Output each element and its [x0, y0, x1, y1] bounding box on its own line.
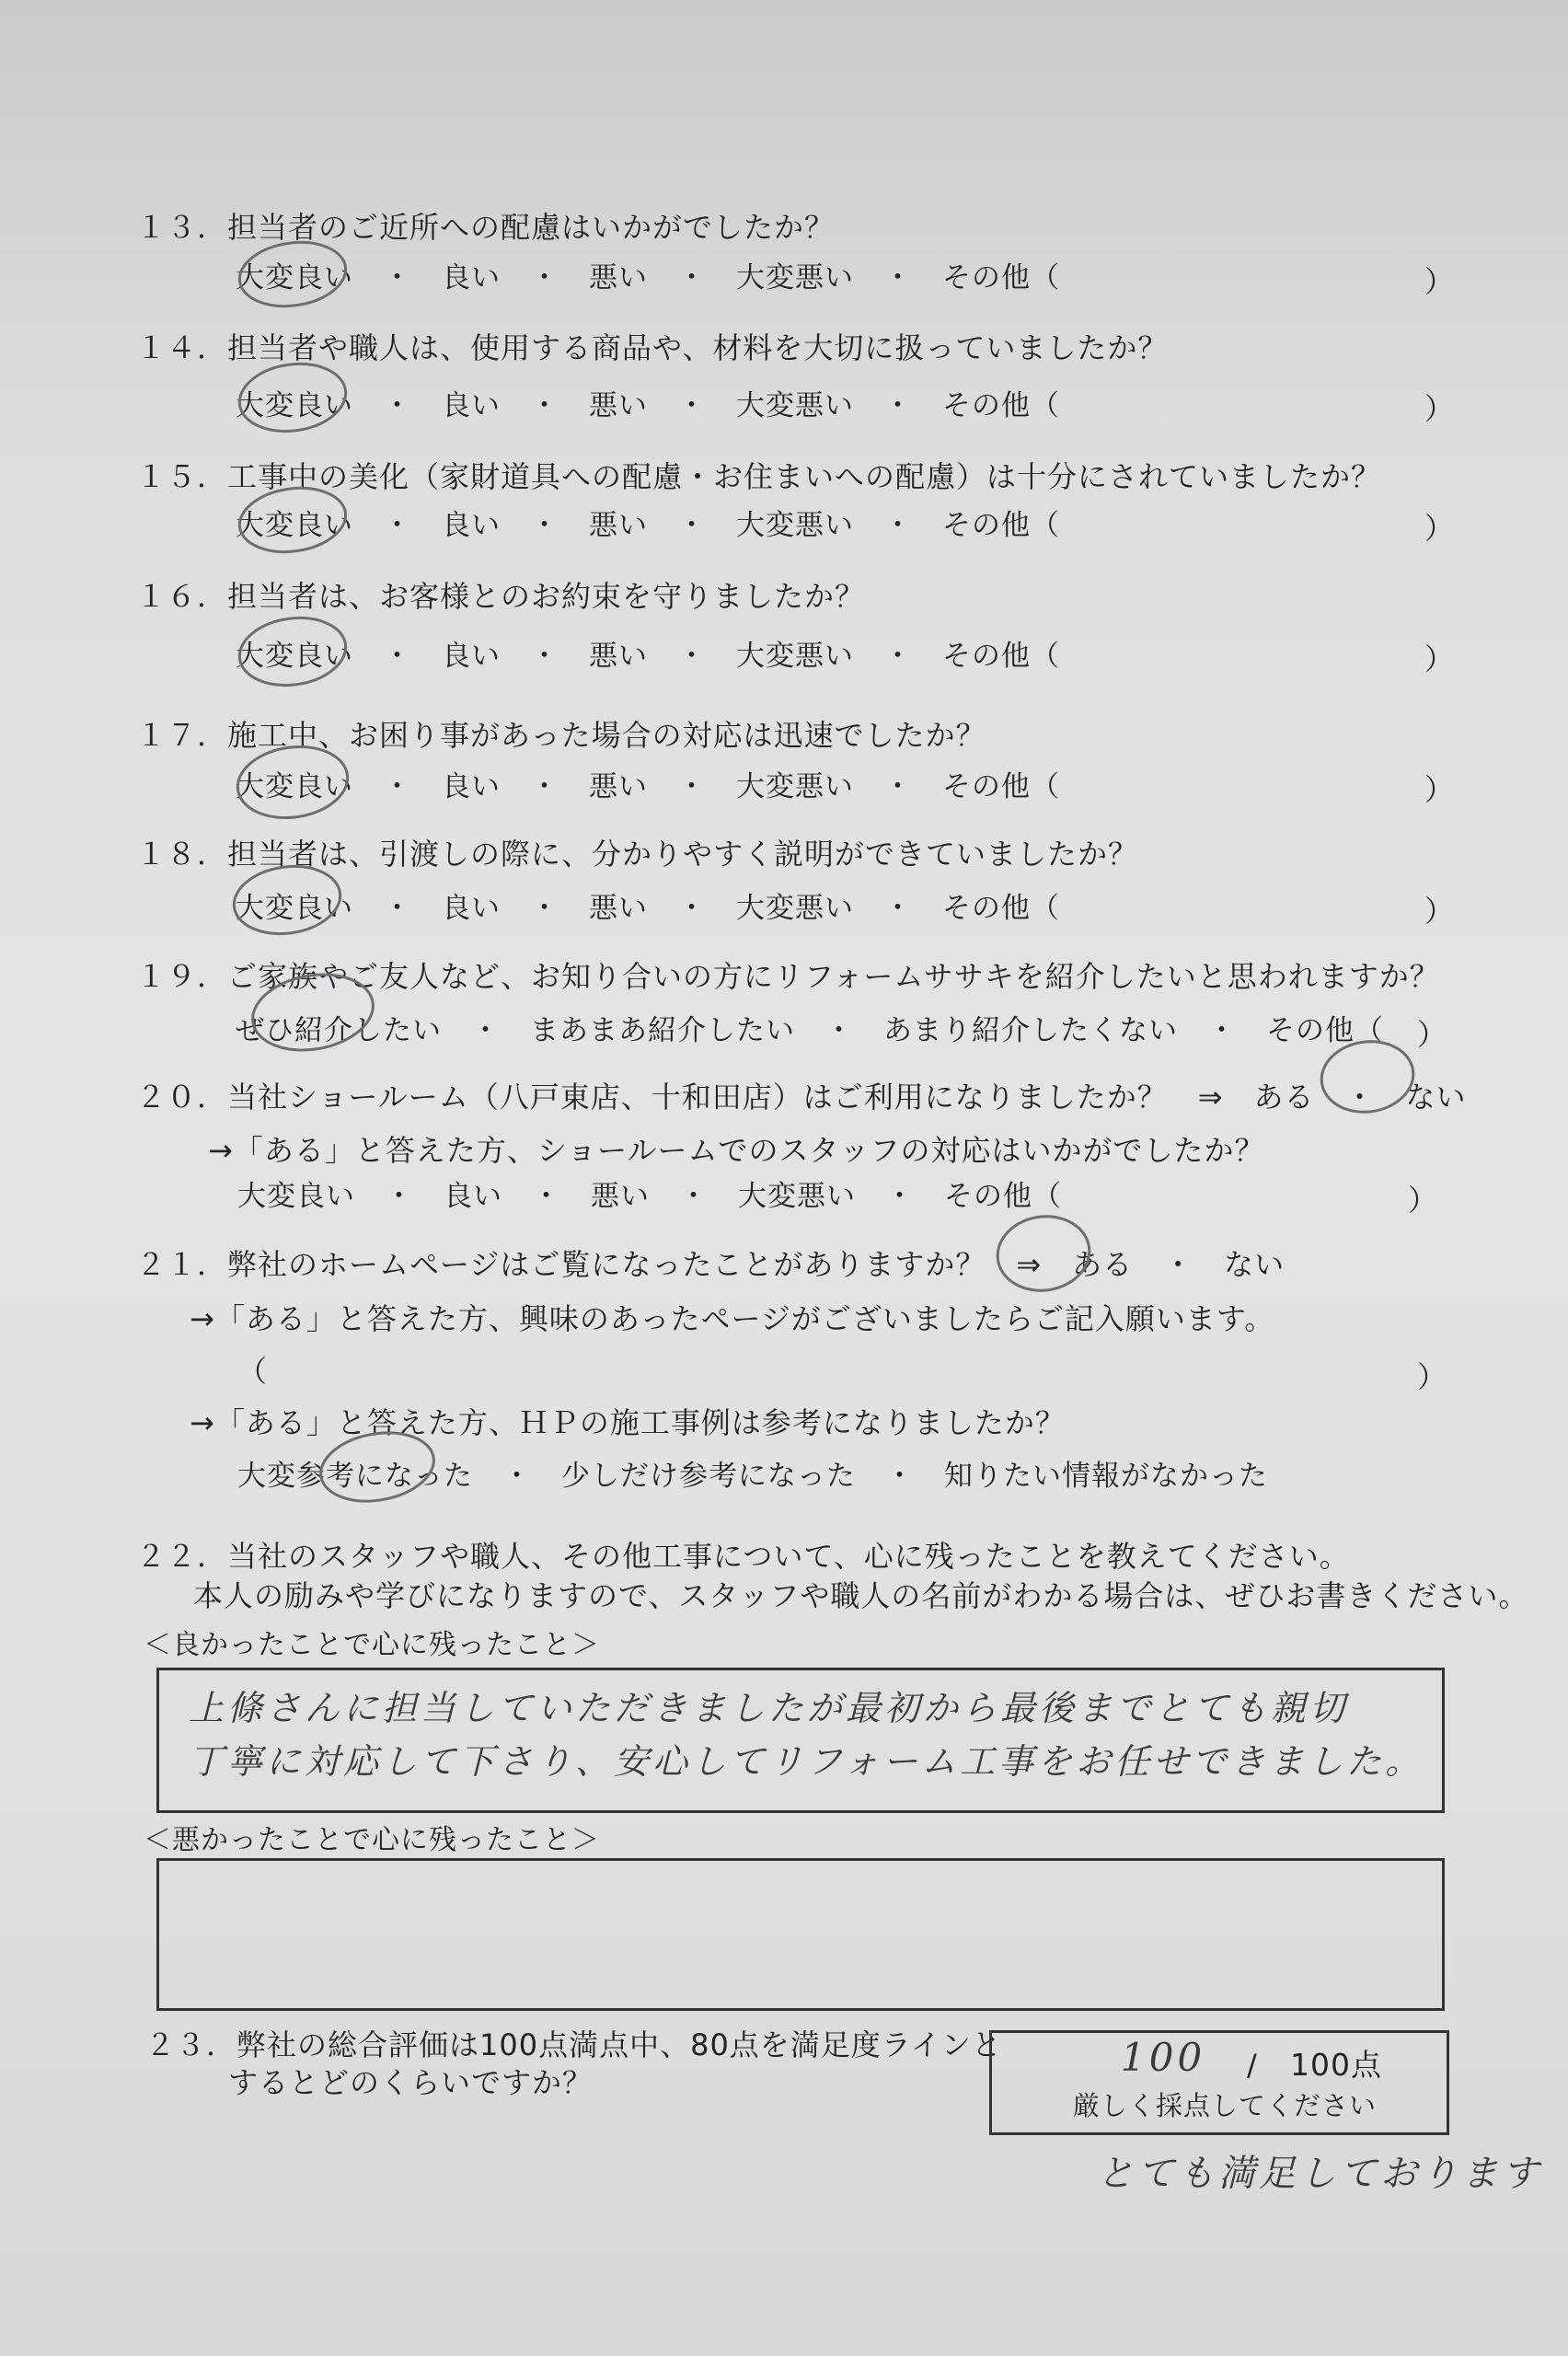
good-comment-box: [156, 1668, 1445, 1813]
q13-text: １３．担当者のご近所への配慮はいかがでしたか？: [136, 210, 836, 245]
q15-close-paren: ）: [1424, 511, 1455, 546]
q14-options: 大変良い ・ 良い ・ 悪い ・ 大変悪い ・ その他（: [236, 389, 1060, 422]
q16-text: １６．担当者は、お客様とのお約束を守りましたか？: [136, 579, 866, 614]
overall-comment: とても満足しております: [1097, 2153, 1542, 2195]
score-max: 100点: [1290, 2047, 1382, 2083]
q15-text: １５．工事中の美化（家財道具への配慮・お住まいへの配慮）は十分にされていましたか？: [136, 459, 1382, 494]
q19-options: ぜひ紹介したい ・ まあまあ紹介したい ・ あまり紹介したくない ・ その他（: [236, 1014, 1384, 1047]
q17-text: １７．施工中、お困り事があった場合の対応は迅速でしたか？: [136, 718, 986, 753]
q22-text: ２２．当社のスタッフや職人、その他工事について、心に残ったことを教えてください。: [136, 1539, 1350, 1574]
good-label: ＜良かったことで心に残ったこと＞: [144, 1629, 600, 1661]
q13-options: 大変良い ・ 良い ・ 悪い ・ 大変悪い ・ その他（: [236, 261, 1060, 294]
q21-close-paren: ）: [1417, 1359, 1447, 1394]
q23-text1: ２３．弊社の総合評価は100点満点中、80点を満足度ラインと: [145, 2027, 1002, 2062]
good-comment-line1: 上條さんに担当していただきましたが最初から最後までとても親切: [189, 1688, 1349, 1728]
q17-options: 大変良い ・ 良い ・ 悪い ・ 大変悪い ・ その他（: [236, 770, 1060, 803]
q21-text: ２１．弊社のホームページはご覧になったことがありますか？ ⇒ ある ・ ない: [136, 1247, 1286, 1282]
q22-sub: 本人の励みや学びになりますので、スタッフや職人の名前がわかる場合は、ぜひお書きください。: [193, 1578, 1529, 1613]
q16-close-paren: ）: [1424, 641, 1455, 676]
q19-close-paren: ）: [1417, 1017, 1447, 1052]
q20-options: 大変良い ・ 良い ・ 悪い ・ 大変悪い ・ その他（: [237, 1180, 1062, 1213]
q18-options: 大変良い ・ 良い ・ 悪い ・ 大変悪い ・ その他（: [236, 892, 1060, 925]
q21-options: 大変参考になった ・ 少しだけ参考になった ・ 知りたい情報がなかった: [237, 1460, 1268, 1493]
q20-sub: →「ある」と答えた方、ショールームでのスタッフの対応はいかがでしたか？: [208, 1133, 1265, 1168]
score-slash: /: [1247, 2048, 1258, 2083]
q14-text: １４．担当者や職人は、使用する商品や、材料を大切に扱っていましたか？: [136, 330, 1169, 365]
score-value: 100: [1121, 2035, 1206, 2080]
bad-label: ＜悪かったことで心に残ったこと＞: [144, 1824, 600, 1856]
score-note: 厳しく採点してください: [1073, 2090, 1378, 2121]
q18-close-paren: ）: [1424, 894, 1455, 929]
bad-comment-box: [156, 1858, 1445, 2011]
q15-options: 大変良い ・ 良い ・ 悪い ・ 大変悪い ・ その他（: [236, 509, 1060, 542]
q14-close-paren: ）: [1424, 391, 1455, 426]
q21-open-paren: （: [237, 1354, 269, 1389]
q13-close-paren: ）: [1424, 264, 1455, 299]
q19-text: １９．ご家族やご友人など、お知り合いの方にリフォームササキを紹介したいと思われますか？: [136, 959, 1440, 994]
good-comment-line2: 丁寧に対応して下さり、安心してリフォーム工事をお任せできました。: [189, 1741, 1424, 1782]
q23-text2: するとどのくらいですか？: [228, 2065, 594, 2100]
score-box: [989, 2030, 1449, 2135]
q17-close-paren: ）: [1424, 772, 1455, 807]
q20-close-paren: ）: [1408, 1183, 1438, 1218]
q20-text: ２０．当社ショールーム（八戸東店、十和田店）はご利用になりましたか？ ⇒ ある ・ ない: [136, 1080, 1467, 1114]
q18-text: １８．担当者は、引渡しの際に、分かりやすく説明ができていましたか？: [136, 837, 1139, 872]
q21-sub1: →「ある」と答えた方、興味のあったページがございましたらご記入願います。: [190, 1301, 1275, 1336]
q21-sub2: →「ある」と答えた方、ＨＰの施工事例は参考になりましたか？: [190, 1405, 1066, 1440]
q16-options: 大変良い ・ 良い ・ 悪い ・ 大変悪い ・ その他（: [236, 640, 1060, 673]
